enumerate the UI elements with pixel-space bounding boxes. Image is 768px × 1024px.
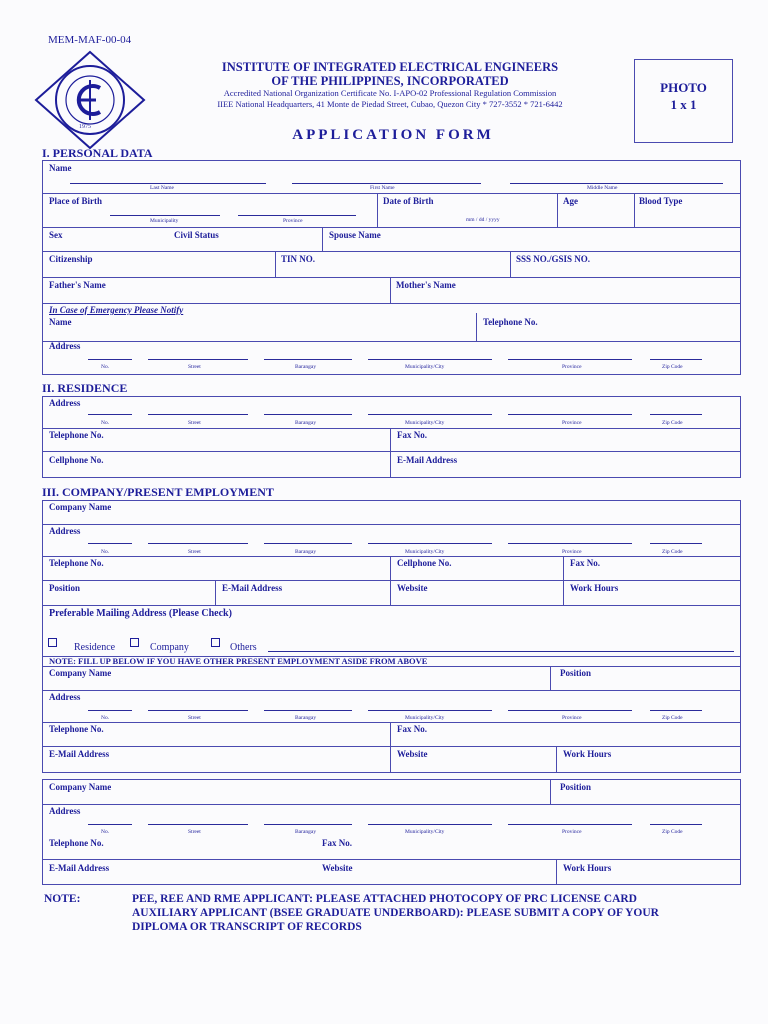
- blood-type-input[interactable]: [638, 207, 740, 223]
- addr-province-sub: Province: [562, 549, 582, 555]
- tin-label: TIN NO.: [281, 254, 316, 264]
- section-personal-data-title: I. PERSONAL DATA: [42, 146, 153, 160]
- name-label: Name: [49, 163, 72, 173]
- emergency-name-label: Name: [49, 317, 72, 327]
- province-sub: Province: [283, 218, 303, 224]
- addr-no-sub: No.: [101, 715, 110, 721]
- residence-cellphone-label: Cellphone No.: [49, 455, 104, 465]
- addr-province-sub: Province: [562, 420, 582, 426]
- mailing-address-label: Preferable Mailing Address (Please Check): [49, 608, 232, 619]
- addr-street-sub: Street: [188, 549, 201, 555]
- company2-fax-label: Fax No.: [397, 724, 427, 734]
- company2-name-label: Company Name: [49, 668, 112, 678]
- blood-type-label: Blood Type: [639, 196, 683, 206]
- addr-city-sub: Municipality/City: [405, 549, 445, 555]
- company2-address-label: Address: [49, 692, 81, 702]
- seal-year: 1975: [79, 124, 91, 130]
- company-email-label: E-Mail Address: [222, 583, 283, 593]
- org-accreditation: Accredited National Organization Certificate No. I-APO-02 Professional Regulation Commission: [223, 88, 557, 98]
- residence-email-label: E-Mail Address: [397, 455, 458, 465]
- company-cellphone-label: Cellphone No.: [397, 558, 452, 568]
- company3-email-label: E-Mail Address: [49, 863, 110, 873]
- addr-city-sub: Municipality/City: [405, 715, 445, 721]
- residence-telephone-label: Telephone No.: [49, 430, 104, 440]
- company2-work-hours-label: Work Hours: [563, 749, 612, 759]
- employment-box: [42, 500, 741, 773]
- company2-telephone-label: Telephone No.: [49, 724, 104, 734]
- civil-status-input[interactable]: [230, 230, 322, 246]
- company-address-label: Address: [49, 526, 81, 536]
- sss-gsis-label: SSS NO./GSIS NO.: [516, 254, 591, 264]
- addr-street-sub: Street: [188, 829, 201, 835]
- company-name-label: Company Name: [49, 502, 112, 512]
- company-telephone-label: Telephone No.: [49, 558, 104, 568]
- addr-city-sub: Municipality/City: [405, 364, 445, 370]
- company3-fax-label: Fax No.: [322, 838, 352, 848]
- photo-size: 1 x 1: [670, 97, 697, 112]
- addr-street-sub: Street: [188, 715, 201, 721]
- addr-province-sub: Province: [562, 715, 582, 721]
- note-line2: AUXILIARY APPLICANT (BSEE GRADUATE UNDERBOARD): PLEASE SUBMIT A COPY OF YOUR: [132, 907, 659, 919]
- first-name-sub: First Name: [370, 185, 395, 191]
- note-line3: DIPLOMA OR TRANSCRIPT OF RECORDS: [132, 921, 362, 933]
- company2-email-label: E-Mail Address: [49, 749, 110, 759]
- company2-website-label: Website: [397, 749, 428, 759]
- others-checkbox[interactable]: [211, 638, 220, 647]
- spouse-name-label: Spouse Name: [329, 230, 381, 240]
- company3-position-label: Position: [560, 782, 592, 792]
- emergency-contact-heading: In Case of Emergency Please Notify: [49, 305, 184, 315]
- photo-label: PHOTO: [660, 80, 707, 95]
- employment3-box: [42, 779, 741, 885]
- citizenship-label: Citizenship: [49, 254, 93, 264]
- residence-address-label: Address: [49, 398, 81, 408]
- note-line1: PEE, REE AND RME APPLICANT: PLEASE ATTACHED PHOTOCOPY OF PRC LICENSE CARD: [132, 893, 637, 905]
- fathers-name-label: Father's Name: [49, 280, 106, 290]
- residence-fax-label: Fax No.: [397, 430, 427, 440]
- addr-zip-sub: Zip Code: [662, 715, 683, 721]
- company-option-label: Company: [150, 642, 189, 653]
- addr-province-sub: Province: [562, 364, 582, 370]
- note-label: NOTE:: [44, 893, 81, 905]
- org-address: IIEE National Headquarters, 41 Monte de Piedad Street, Cubao, Quezon City * 727-3552 * 721-6442: [217, 99, 563, 109]
- section-residence-title: II. RESIDENCE: [42, 381, 128, 395]
- addr-barangay-sub: Barangay: [295, 829, 317, 835]
- addr-barangay-sub: Barangay: [295, 715, 317, 721]
- addr-zip-sub: Zip Code: [662, 829, 683, 835]
- addr-street-sub: Street: [188, 364, 201, 370]
- addr-city-sub: Municipality/City: [405, 829, 445, 835]
- addr-street-sub: Street: [188, 420, 201, 426]
- section-employment-title: III. COMPANY/PRESENT EMPLOYMENT: [42, 485, 274, 499]
- emergency-address-label: Address: [49, 341, 81, 351]
- sex-label: Sex: [49, 230, 63, 240]
- company3-name-label: Company Name: [49, 782, 112, 792]
- date-of-birth-label: Date of Birth: [383, 196, 434, 206]
- emergency-phone-input[interactable]: [548, 320, 738, 336]
- addr-barangay-sub: Barangay: [295, 549, 317, 555]
- org-name-line1: INSTITUTE OF INTEGRATED ELECTRICAL ENGINEERS: [221, 60, 559, 74]
- addr-city-sub: Municipality/City: [405, 420, 445, 426]
- company-fax-label: Fax No.: [570, 558, 600, 568]
- residence-box: [42, 396, 741, 478]
- addr-no-sub: No.: [101, 549, 110, 555]
- date-of-birth-input[interactable]: [430, 204, 554, 218]
- company-work-hours-label: Work Hours: [570, 583, 619, 593]
- date-format-sub: mm / dd / yyyy: [466, 217, 500, 223]
- residence-checkbox[interactable]: [48, 638, 57, 647]
- photo-box[interactable]: [634, 59, 733, 143]
- company2-position-label: Position: [560, 668, 592, 678]
- mothers-name-label: Mother's Name: [396, 280, 456, 290]
- company3-address-label: Address: [49, 806, 81, 816]
- other-employment-note: NOTE: FILL UP BELOW IF YOU HAVE OTHER PRESENT EMPLOYMENT ASIDE FROM ABOVE: [49, 656, 428, 666]
- others-option-label: Others: [230, 642, 257, 653]
- addr-zip-sub: Zip Code: [662, 364, 683, 370]
- age-label: Age: [563, 196, 578, 206]
- iiee-seal-logo: [34, 50, 146, 150]
- company3-website-label: Website: [322, 863, 353, 873]
- emergency-name-input[interactable]: [90, 320, 474, 336]
- age-input[interactable]: [562, 207, 634, 223]
- middle-name-sub: Middle Name: [587, 185, 618, 191]
- civil-status-label: Civil Status: [174, 230, 219, 240]
- org-name-line2: OF THE PHILIPPINES, INCORPORATED: [271, 74, 509, 88]
- company3-telephone-label: Telephone No.: [49, 838, 104, 848]
- form-title: APPLICATION FORM: [292, 127, 494, 143]
- company3-work-hours-label: Work Hours: [563, 863, 612, 873]
- addr-barangay-sub: Barangay: [295, 364, 317, 370]
- company-position-label: Position: [49, 583, 81, 593]
- residence-option-label: Residence: [74, 642, 116, 653]
- last-name-sub: Last Name: [150, 185, 174, 191]
- addr-zip-sub: Zip Code: [662, 549, 683, 555]
- addr-province-sub: Province: [562, 829, 582, 835]
- place-of-birth-label: Place of Birth: [49, 196, 102, 206]
- addr-no-sub: No.: [101, 364, 110, 370]
- addr-no-sub: No.: [101, 420, 110, 426]
- company-website-label: Website: [397, 583, 428, 593]
- addr-barangay-sub: Barangay: [295, 420, 317, 426]
- company-checkbox[interactable]: [130, 638, 139, 647]
- addr-no-sub: No.: [101, 829, 110, 835]
- addr-zip-sub: Zip Code: [662, 420, 683, 426]
- emergency-phone-label: Telephone No.: [483, 317, 538, 327]
- municipality-sub: Municipality: [150, 218, 179, 224]
- spouse-name-input[interactable]: [390, 230, 739, 246]
- form-code: MEM-MAF-00-04: [48, 34, 132, 46]
